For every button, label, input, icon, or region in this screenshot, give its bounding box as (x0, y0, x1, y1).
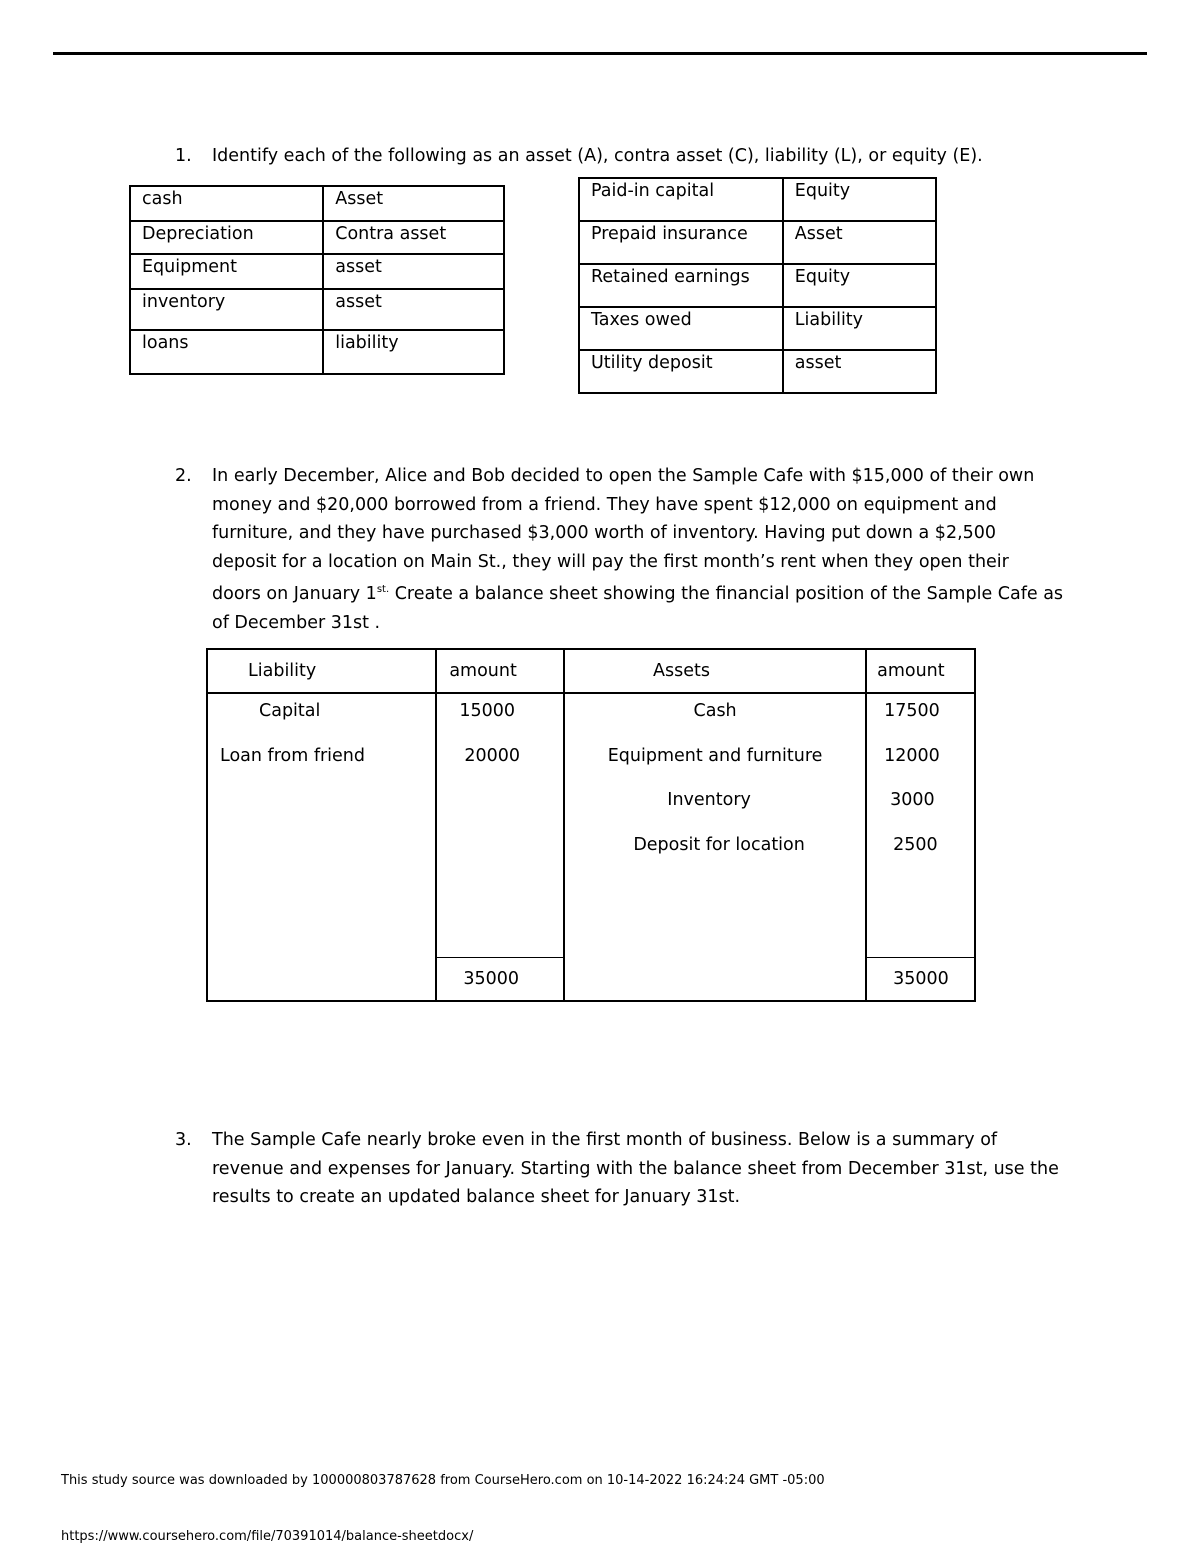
table-cell: asset (323, 289, 504, 330)
text-line (212, 576, 1063, 608)
table-cell: Prepaid insurance (579, 221, 783, 264)
liability-amount-header: amount (436, 649, 564, 693)
list-item: Capital (259, 701, 321, 721)
liability-labels (207, 693, 436, 1001)
asset-total: 35000 (866, 958, 975, 1002)
question-text (212, 462, 1063, 637)
table-cell: Asset (323, 186, 504, 221)
text-line: revenue and expenses for January. Starting with the balance sheet from December 31st, use the (212, 1158, 1059, 1179)
text-line: deposit for a location on Main St., they will pay the first month’s rent when they open their (212, 551, 1009, 572)
text-fragment: Create a balance sheet showing the financial position of the Sample Cafe as (389, 584, 1064, 605)
text-line: In early December, Alice and Bob decided to open the Sample Cafe with $15,000 of their own (212, 466, 1035, 486)
table-cell: asset (783, 350, 936, 393)
table-cell: Contra asset (323, 221, 504, 254)
table-cell: Utility deposit (579, 350, 783, 393)
table-cell: asset (323, 254, 504, 289)
asset-amounts (866, 693, 975, 958)
table-cell: Asset (783, 221, 936, 264)
classification-table-right (578, 177, 937, 394)
table-cell: Paid-in capital (579, 178, 783, 221)
text-line: money and $20,000 borrowed from a friend. They have spent $12,000 on equipment and (212, 494, 997, 515)
table-cell: Equipment (130, 254, 323, 289)
header-rule (53, 52, 1147, 55)
text-line: of December 31st . (212, 612, 381, 633)
source-url[interactable]: https://www.coursehero.com/file/70391014/balance-sheetdocx/ (61, 1529, 474, 1544)
table-cell: Retained earnings (579, 264, 783, 307)
list-item: 2500 (893, 834, 938, 855)
list-item: 3000 (890, 790, 935, 810)
question-number: 3. (175, 1130, 192, 1150)
text-fragment: doors on January 1 (212, 584, 377, 605)
table-cell: Liability (783, 307, 936, 350)
text-line: furniture, and they have purchased $3,000 worth of inventory. Having put down a $2,500 (212, 523, 997, 544)
table-cell: Depreciation (130, 221, 323, 254)
liability-header: Liability (207, 649, 436, 693)
table-cell: loans (130, 330, 323, 374)
asset-labels (564, 693, 866, 1001)
text-line: results to create an updated balance sheet for January 31st. (212, 1187, 741, 1208)
text-line: The Sample Cafe nearly broke even in the first month of business. Below is a summary of (212, 1130, 998, 1150)
balance-sheet-table (206, 648, 976, 1002)
list-item: Inventory (667, 790, 751, 810)
table-cell: cash (130, 186, 323, 221)
ordinal-suffix: st. (376, 584, 390, 596)
download-note: This study source was downloaded by 100000803787628 from CourseHero.com on 10-14-2022 16:24:24 GMT -05:00 (61, 1473, 825, 1488)
list-item: Loan from friend (220, 745, 365, 766)
table-cell: Taxes owed (579, 307, 783, 350)
list-item: 12000 (884, 745, 940, 766)
question-text (212, 1126, 1059, 1212)
list-item: Equipment and furniture (607, 745, 823, 766)
table-cell: Equity (783, 264, 936, 307)
table-cell: inventory (130, 289, 323, 330)
table-cell: liability (323, 330, 504, 374)
liability-total: 35000 (436, 958, 564, 1002)
assets-header: Assets (564, 649, 866, 693)
list-item: 15000 (459, 701, 515, 721)
list-item: Cash (693, 701, 737, 721)
table-cell: Equity (783, 178, 936, 221)
assets-amount-header: amount (866, 649, 975, 693)
list-item: 17500 (884, 701, 940, 721)
question-number: 2. (175, 466, 192, 486)
question-text: Identify each of the following as an asset (A), contra asset (C), liability (L), or equity (E). (212, 146, 983, 166)
question-number: 1. (175, 146, 192, 166)
list-item: Deposit for location (633, 834, 805, 855)
liability-amounts (436, 693, 564, 958)
list-item: 20000 (464, 745, 520, 766)
classification-table-left (129, 185, 505, 375)
